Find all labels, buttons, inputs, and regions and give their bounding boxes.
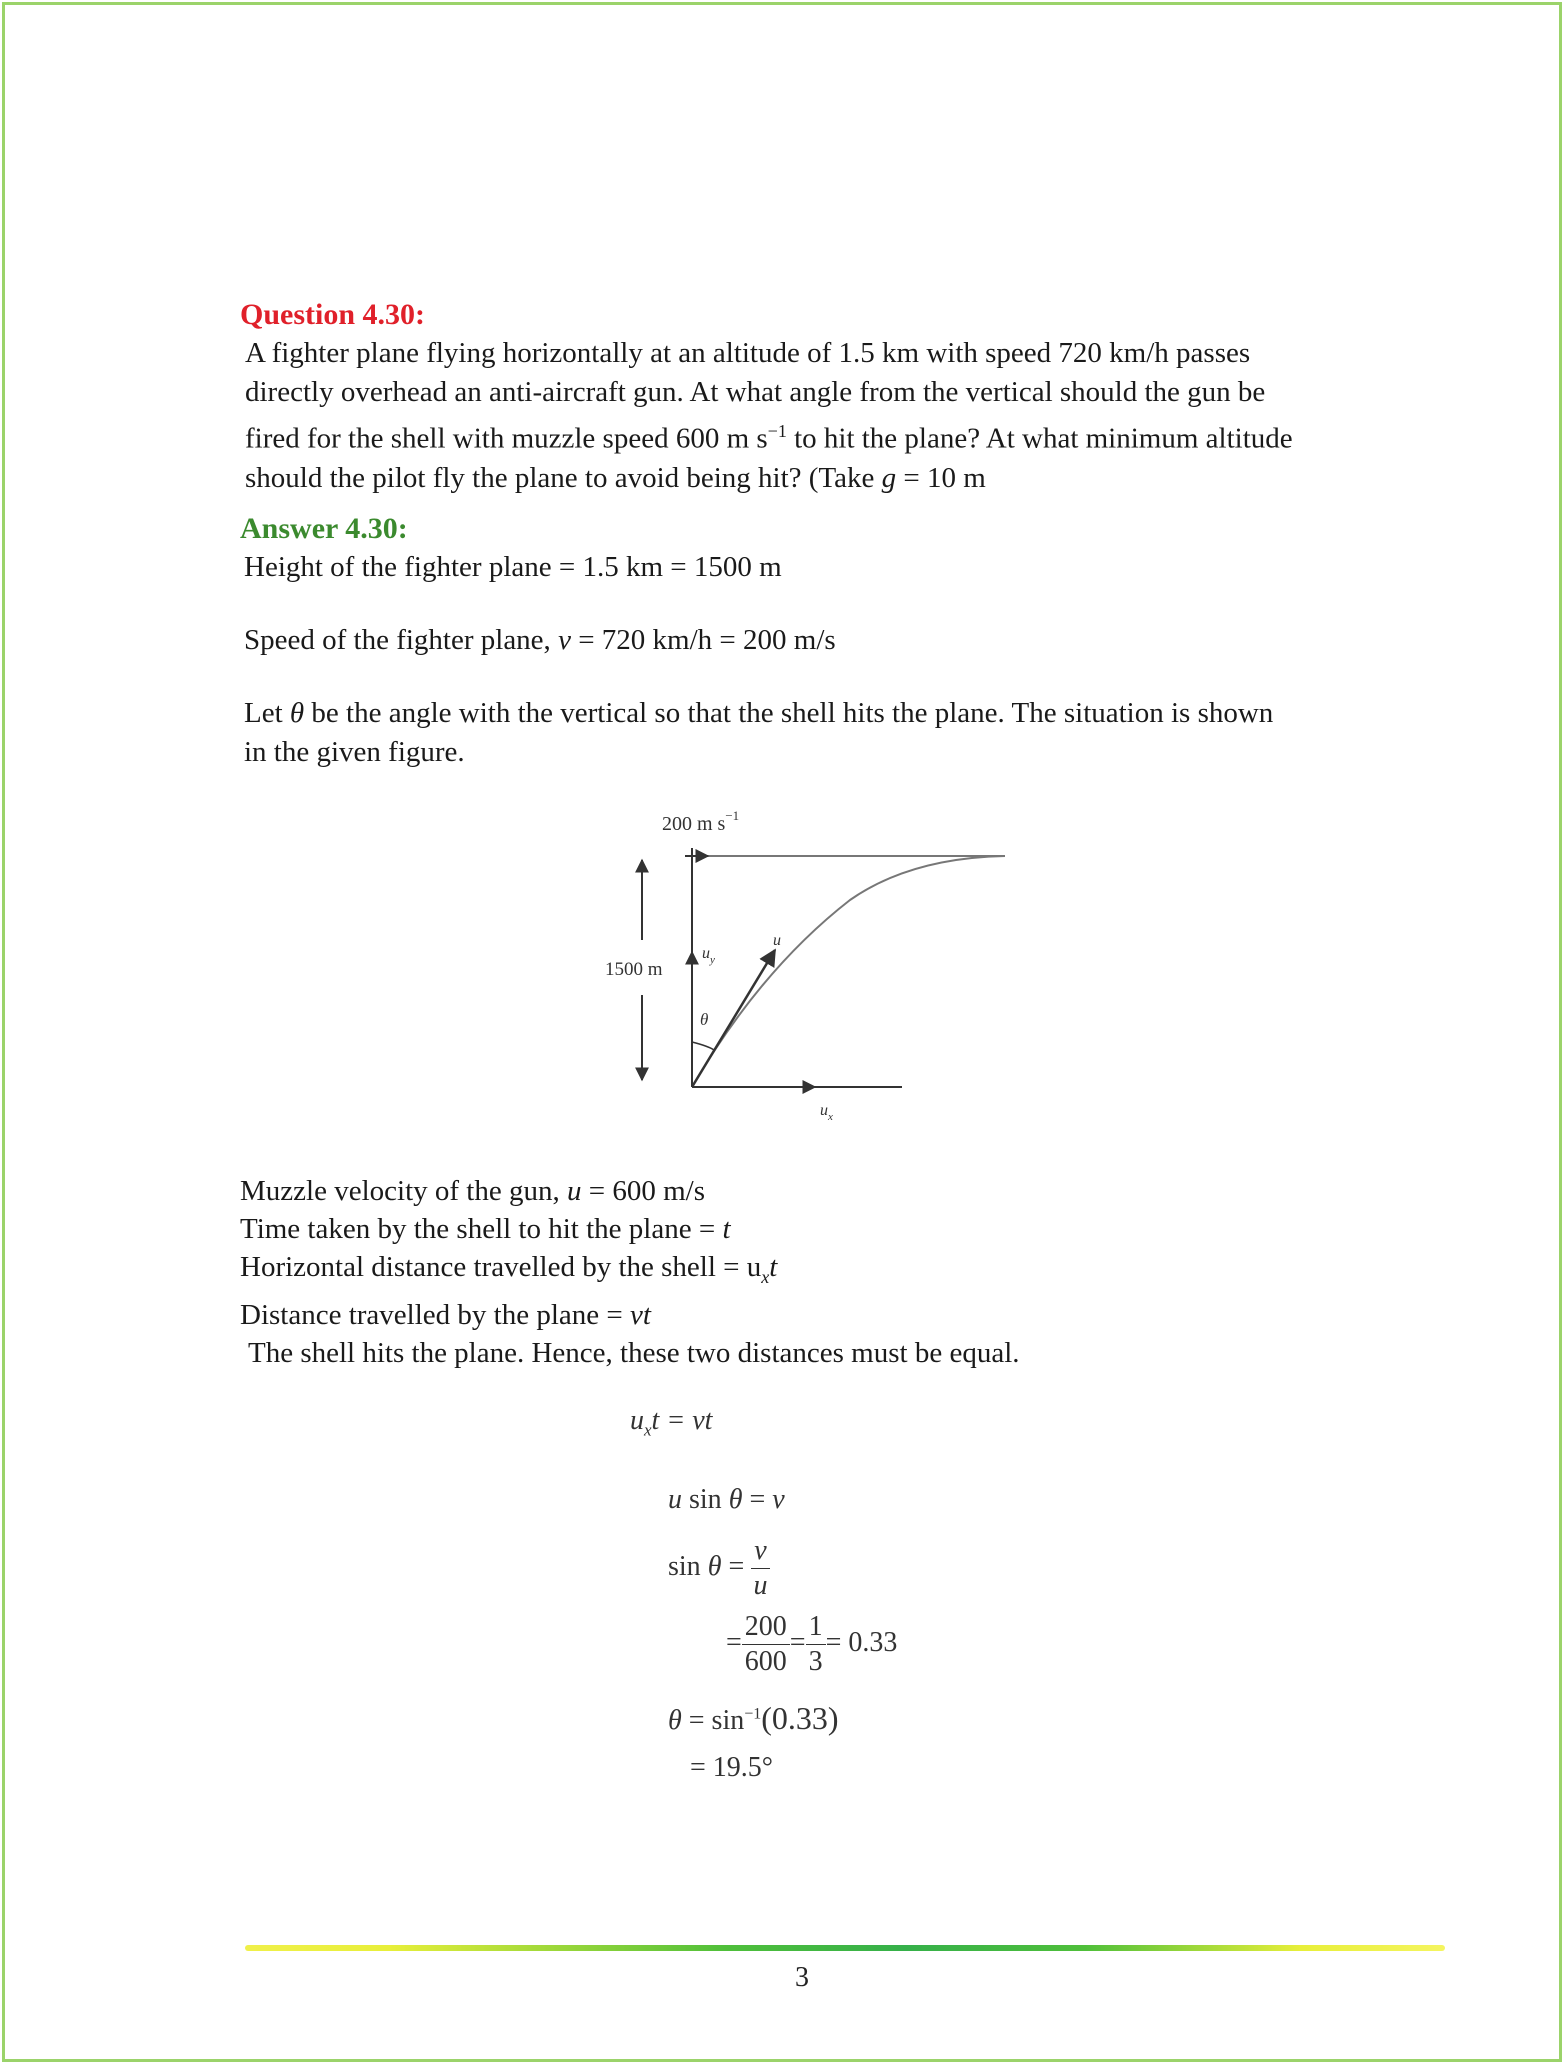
equation-4: = $\frac{200}{600}$ = $\frac{1}{3}$ = 0.33	[726, 1611, 898, 1677]
shell-trajectory	[692, 856, 1005, 1087]
equation-3: sin θ = $\frac{v}{u}$	[668, 1534, 770, 1603]
fraction-200-600: $\frac{200}{600}$	[742, 1610, 790, 1679]
v-over-u: $\frac{v}{u}$	[751, 1534, 769, 1603]
question-line-2: directly overhead an anti-aircraft gun. At what angle from the vertical should the gun be	[245, 376, 1266, 408]
fraction-1-3: $\frac{1}{3}$	[806, 1610, 826, 1679]
question-text	[240, 334, 1380, 498]
projectile-diagram	[590, 800, 1030, 1130]
equation-5: $\theta = \sin^{-1}(0.33)$	[668, 1700, 839, 1736]
height-label: 1500 m	[605, 959, 663, 980]
solution-lines	[240, 1172, 1020, 1372]
equation-2: u sin θ = v	[668, 1484, 785, 1515]
let-line-1: Let θ be the angle with the vertical so that the shell hits the plane. The situation is shown	[244, 696, 1274, 729]
theta-arc	[692, 1042, 714, 1050]
theta-label: θ	[700, 1010, 709, 1029]
question-line-4: should the pilot fly the plane to avoid being hit? (Take g = 10 m	[245, 461, 986, 494]
equation-6: = 19.5°	[690, 1752, 773, 1783]
muzzle-line: Muzzle velocity of the gun, u = 600 m/s	[240, 1175, 705, 1207]
let-line-2: in the given figure.	[244, 735, 465, 768]
ux-label: $u_x$	[820, 1102, 833, 1123]
answer-text	[240, 548, 1380, 772]
conclusion-line: The shell hits the plane. Hence, these two distances must be equal.	[248, 1336, 1020, 1369]
answer-heading: Answer 4.30:	[240, 511, 408, 545]
question-heading: Question 4.30:	[240, 298, 426, 331]
document-body	[240, 296, 1380, 772]
height-line: Height of the fighter plane = 1.5 km = 1500 m	[244, 550, 782, 583]
velocity-label: 200 m $s^{-1}$	[662, 808, 740, 835]
plane-distance-line: Distance travelled by the plane = vt	[240, 1298, 651, 1331]
projectile-figure	[590, 800, 1030, 1130]
question-line-3: fired for the shell with muzzle speed 600 m $s^{-1}$ to hit the plane? At what minimum altitude	[245, 421, 1293, 455]
u-label: u	[773, 932, 781, 949]
horizontal-line: Horizontal distance travelled by the shell = $u_xt$	[240, 1251, 778, 1287]
speed-line: Speed of the fighter plane, v = 720 km/h = 200 m/s	[244, 623, 836, 656]
page-number: 3	[795, 1962, 809, 1993]
time-line: Time taken by the shell to hit the plane = t	[240, 1213, 731, 1245]
question-line-1: A fighter plane flying horizontally at an altitude of 1.5 km with speed 720 km/h passes	[245, 337, 1251, 369]
uy-label: $u_y$	[702, 945, 715, 966]
equation-1: $u_xt$ = vt	[630, 1405, 713, 1440]
footer-rule	[245, 1945, 1445, 1951]
